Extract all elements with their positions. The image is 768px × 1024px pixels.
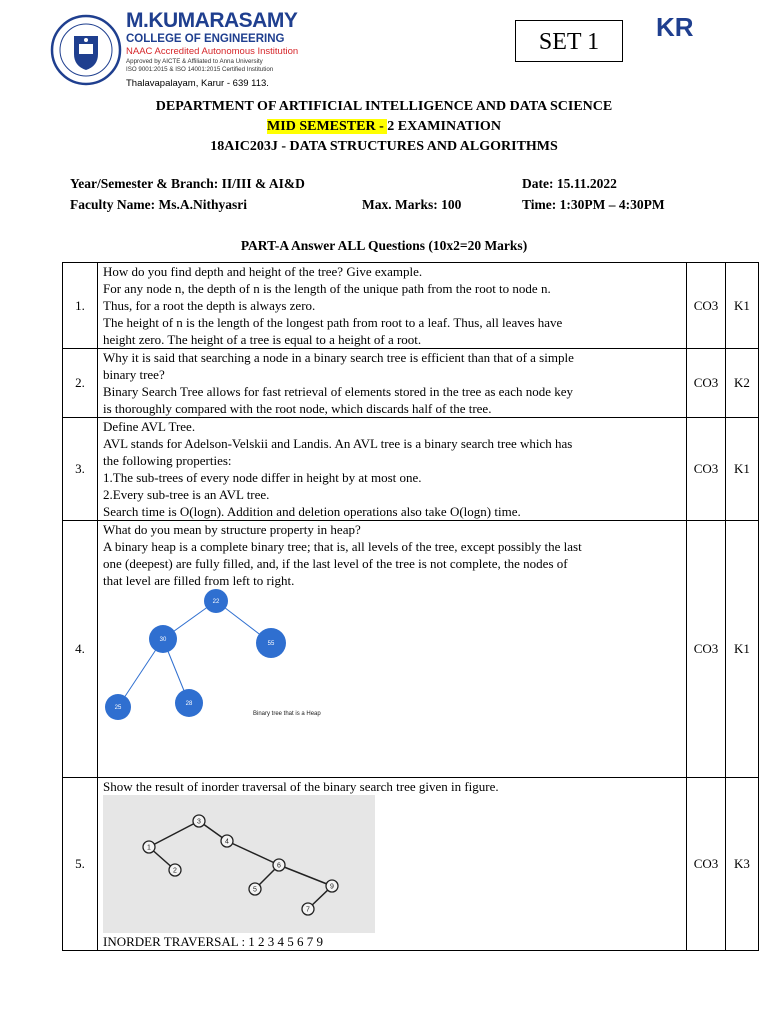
set-box: SET 1 xyxy=(515,20,623,62)
question-text xyxy=(98,349,687,418)
college-subtitle: COLLEGE OF ENGINEERING xyxy=(126,33,285,45)
exam-title-rest: 2 EXAMINATION xyxy=(387,119,501,134)
question-row xyxy=(63,418,759,521)
kr-logo-icon xyxy=(654,12,706,42)
answer-line: one (deepest) are fully filled, and, if the last level of the tree is not complete, the nodes of xyxy=(103,556,568,571)
course-title: 18AIC203J - DATA STRUCTURES AND ALGORITHMS xyxy=(210,139,558,154)
course-outcome: CO3 xyxy=(687,778,726,951)
answer-line: INORDER TRAVERSAL : 1 2 3 4 5 6 7 9 xyxy=(103,934,324,949)
question-row xyxy=(63,778,759,951)
exam-date: Date: 15.11.2022 xyxy=(522,176,617,191)
question-line: Why it is said that searching a node in a binary search tree is efficient than that of a simple xyxy=(103,350,574,365)
year-semester: Year/Semester & Branch: II/III & AI&D xyxy=(70,176,305,191)
answer-line: AVL stands for Adelson-Velskii and Landis. An AVL tree is a binary search tree which has xyxy=(103,436,573,451)
question-number: 2. xyxy=(63,349,98,418)
bst-node-label: 1 xyxy=(147,844,151,852)
question-text xyxy=(98,778,687,951)
question-row xyxy=(63,521,759,778)
bst-node-label: 6 xyxy=(277,862,281,870)
question-text xyxy=(98,521,687,778)
heap-node-label: 22 xyxy=(212,599,220,605)
bst-node-label: 7 xyxy=(306,906,310,914)
kr-logo-text: KR xyxy=(656,12,694,42)
answer-line: is thoroughly compared with the root node, which discards half of the tree. xyxy=(103,401,492,416)
heap-node-label: 25 xyxy=(114,705,122,711)
answer-line: height zero. The height of a tree is equal to a height of a root. xyxy=(103,332,422,347)
college-emblem-icon xyxy=(50,14,122,86)
question-line: binary tree? xyxy=(103,367,165,382)
question-text xyxy=(98,263,687,349)
faculty-name: Faculty Name: Ms.A.Nithyasri xyxy=(70,197,247,212)
college-brand xyxy=(126,10,298,90)
answer-line: 1.The sub-trees of every node differ in height by at most one. xyxy=(103,470,422,485)
bst-node-label: 9 xyxy=(330,883,334,891)
exam-title xyxy=(0,119,768,135)
exam-title-highlight: MID SEMESTER - xyxy=(267,119,388,134)
question-row xyxy=(63,263,759,349)
bst-figure xyxy=(103,795,375,933)
knowledge-level: K1 xyxy=(726,521,759,778)
question-number: 1. xyxy=(63,263,98,349)
question-line: Define AVL Tree. xyxy=(103,419,196,434)
course-outcome: CO3 xyxy=(687,263,726,349)
answer-line: Binary Search Tree allows for fast retrieval of elements stored in the tree as each node key xyxy=(103,384,573,399)
question-number: 3. xyxy=(63,418,98,521)
approval-text-2: ISO 9001:2015 & ISO 14001:2015 Certified Institution xyxy=(126,66,274,73)
answer-line: the following properties: xyxy=(103,453,232,468)
approval-text-1: Approved by AICTE & Affiliated to Anna University xyxy=(126,58,263,65)
bst-node-label: 4 xyxy=(225,838,229,846)
bst-node-label: 5 xyxy=(253,886,257,894)
department-title: DEPARTMENT OF ARTIFICIAL INTELLIGENCE AND DATA SCIENCE xyxy=(155,99,613,114)
knowledge-level: K1 xyxy=(726,263,759,349)
answer-line: Thus, for a root the depth is always zero. xyxy=(103,298,316,313)
course-outcome: CO3 xyxy=(687,418,726,521)
question-row xyxy=(63,349,759,418)
knowledge-level: K3 xyxy=(726,778,759,951)
answer-line: A binary heap is a complete binary tree; that is, all levels of the tree, except possibly the last xyxy=(103,539,582,554)
answer-line: Search time is O(logn). Addition and deletion operations also take O(logn) time. xyxy=(103,504,521,519)
part-a-title: PART-A Answer ALL Questions (10x2=20 Marks) xyxy=(240,238,528,253)
question-line: Show the result of inorder traversal of the binary search tree given in figure. xyxy=(103,779,499,794)
questions-table xyxy=(62,262,759,951)
answer-line: For any node n, the depth of n is the length of the unique path from the root to node n. xyxy=(103,281,551,296)
college-address: Thalavapalayam, Karur - 639 113. xyxy=(126,78,269,89)
question-line: How do you find depth and height of the tree? Give example. xyxy=(103,264,423,279)
question-text xyxy=(98,418,687,521)
answer-line: The height of n is the length of the longest path from root to a leaf. Thus, all leaves have xyxy=(103,315,563,330)
question-line: What do you mean by structure property in heap? xyxy=(103,522,361,537)
heap-node-label: 55 xyxy=(267,641,275,647)
naac-text: NAAC Accredited Autonomous Institution xyxy=(126,46,299,57)
answer-line: that level are filled from left to right. xyxy=(103,573,295,588)
exam-time: Time: 1:30PM – 4:30PM xyxy=(522,197,665,212)
knowledge-level: K1 xyxy=(726,418,759,521)
question-number: 4. xyxy=(63,521,98,778)
heap-tree-figure xyxy=(103,589,353,739)
college-name: M.KUMARASAMY xyxy=(126,9,298,32)
course-outcome: CO3 xyxy=(687,521,726,778)
knowledge-level: K2 xyxy=(726,349,759,418)
heap-node-label: 28 xyxy=(185,701,193,707)
bst-node-label: 2 xyxy=(173,867,177,875)
bst-node-label: 3 xyxy=(197,818,201,826)
max-marks: Max. Marks: 100 xyxy=(362,197,462,212)
course-outcome: CO3 xyxy=(687,349,726,418)
answer-line: 2.Every sub-tree is an AVL tree. xyxy=(103,487,270,502)
heap-caption: Binary tree that is a Heap xyxy=(253,711,321,717)
heap-node-label: 30 xyxy=(159,637,167,643)
question-number: 5. xyxy=(63,778,98,951)
